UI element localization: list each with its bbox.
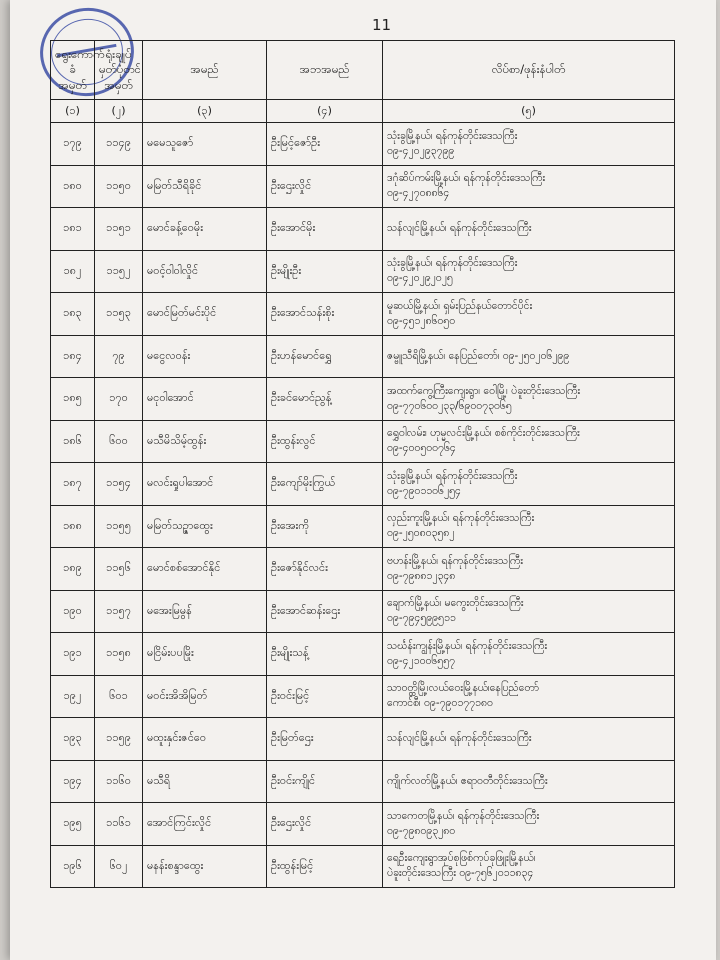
header-cell: ရွေးကောက်ခံ အမှတ် [51,41,95,100]
table-row [51,420,675,463]
address-phone-cell [383,250,675,293]
table-row [51,123,675,166]
father-name-cell: ဦးမျိုးဦး [267,250,383,293]
column-number-row [51,100,675,123]
address-text: သုံးခွမြို့နယ်၊ ရန်ကုန်တိုင်းဒေသကြီး [387,469,518,482]
address-text: သုံးခွမြို့နယ်၊ ရန်ကုန်တိုင်းဒေသကြီး [387,257,518,270]
phone-text: ပဲခူးတိုင်းဒေသကြီး ၀၉-၇၅၆၂၀၁၁၈၃၄ [387,867,534,880]
table-row [51,378,675,421]
serial-number-cell: ၁၈၀ [51,165,95,208]
column-number: (၃) [143,100,267,123]
father-name-cell: ဦးမျိုးသန့် [267,633,383,676]
address-text: ဗဟန်းမြို့နယ်၊ ရန်ကုန်တိုင်းဒေသကြီး [387,554,523,567]
serial-number-cell: ၁၈၄ [51,335,95,378]
serial-number-cell: ၁၈၉ [51,548,95,591]
father-name-cell: ဦးအောင်သန်းစိုး [267,293,383,336]
registration-number-cell: ၁၁၄၉ [95,123,143,166]
father-name-cell: ဦးဝင်းကျိုင် [267,760,383,803]
father-name-cell: ဦးမြတ်ဌေး [267,718,383,761]
address-text: သာဝတ္ထိမြို့၊လယ်ဝေးမြို့နယ်၊နေပြည်တော် [387,682,539,695]
name-cell: မမေသူဇော် [143,123,267,166]
registration-number-cell: ၁၁၆၀ [95,760,143,803]
name-cell: မလင်းရှုပါအောင် [143,463,267,506]
column-number: (၄) [267,100,383,123]
serial-number-cell: ၁၉၀ [51,590,95,633]
table-row [51,293,675,336]
phone-text: ၀၉-၄၀၀၅၀၀၇၆၄ [387,442,456,455]
registration-number-cell: ၇၉ [95,335,143,378]
father-name-cell: ဦးကျော်မိုးကြွယ် [267,463,383,506]
address-phone-cell [383,803,675,846]
header-cell: အမည် [143,41,267,100]
address-phone-cell [383,335,675,378]
serial-number-cell: ၁၈၅ [51,378,95,421]
name-cell: မမြတ်သဉ္ဇာထွေး [143,505,267,548]
serial-number-cell: ၁၉၂ [51,675,95,718]
address-phone-cell [383,675,675,718]
table-row [51,548,675,591]
phone-text: ၀၉-၄၂၀၂၉၂၀၂၅ [387,272,453,285]
table-row [51,505,675,548]
registration-number-cell: ၁၁၅၇ [95,590,143,633]
registration-number-cell: ၁၁၅၆ [95,548,143,591]
name-cell: မသီရိ [143,760,267,803]
registration-number-cell: ၁၇၀ [95,378,143,421]
address-phone-cell [383,463,675,506]
table-row [51,633,675,676]
phone-text: ၀၉-၇၉၄၅၉၉၅၁၁ [387,612,456,625]
table-header-row [51,41,675,100]
name-cell: မမြတ်သီရိခိုင် [143,165,267,208]
father-name-cell: ဦးဌေးလှိုင် [267,803,383,846]
serial-number-cell: ၁၉၄ [51,760,95,803]
table-row [51,675,675,718]
registration-number-cell: ၁၁၅၅ [95,505,143,548]
address-phone-cell [383,378,675,421]
column-number: (၁) [51,100,95,123]
registration-number-cell: ၁၁၅၁ [95,208,143,251]
name-cell: မသီမိသိမ့်ထွန်း [143,420,267,463]
registration-number-cell: ၁၁၅၂ [95,250,143,293]
address-phone-cell [383,760,675,803]
header-cell: လိပ်စာ/ဖုန်းနံပါတ် [383,41,675,100]
serial-number-cell: ၁၈၆ [51,420,95,463]
registration-number-cell: ၁၁၅၈ [95,633,143,676]
address-phone-cell [383,590,675,633]
name-cell: မငုဝါအောင် [143,378,267,421]
serial-number-cell: ၁၉၃ [51,718,95,761]
father-name-cell: ဦးဝင်းမြင့် [267,675,383,718]
table-row [51,165,675,208]
address-phone-cell [383,123,675,166]
address-text: သုံးခွမြို့နယ်၊ ရန်ကုန်တိုင်းဒေသကြီး [387,129,518,142]
father-name-cell: ဦးမြင့်ဇော်ဦး [267,123,383,166]
name-cell: မအေးမြမွန် [143,590,267,633]
page-number: 11 [372,16,392,34]
father-name-cell: ဦးထွန်းလွင် [267,420,383,463]
table-row [51,335,675,378]
father-name-cell: ဦးခင်မောင်ညွန့် [267,378,383,421]
serial-number-cell: ၁၈၈ [51,505,95,548]
name-cell: မနန်းစန္ဒာထွေး [143,845,267,888]
address-text: လှည်းကူးမြို့နယ်၊ ရန်ကုန်တိုင်းဒေသကြီး [387,512,535,525]
address-phone-cell [383,718,675,761]
father-name-cell: ဦးဌေးလှိုင် [267,165,383,208]
phone-text: ကောင်စီ၊ ၀၉-၇၉၀၁၇၇၁၈၀ [387,697,493,710]
phone-text: ၀၉-၇၇၀၆၀၀၂၃၃/၆၉၀၀၇၃၀၆၅ [387,399,512,412]
registration-number-cell: ၁၁၆၁ [95,803,143,846]
phone-text: ၀၉-၇၉၀၁၁၀၆၂၅၄ [387,484,461,497]
father-name-cell: ဦးအောင်မိုး [267,208,383,251]
address-phone-cell [383,420,675,463]
name-cell: မထူးနှင်းဇင်ဝေ [143,718,267,761]
member-list-table [50,40,675,888]
name-cell: အောင်ကြင်းလှိုင် [143,803,267,846]
table-row [51,760,675,803]
address-phone-cell [383,548,675,591]
serial-number-cell: ၁၉၅ [51,803,95,846]
address-text: ချောက်မြို့နယ်၊ မကွေးတိုင်းဒေသကြီး [387,597,524,610]
table-row [51,208,675,251]
table-body [51,123,675,888]
table-row [51,250,675,293]
name-cell: မောင်ခန့်ဝေမိုး [143,208,267,251]
address-text: သန်လျင်မြို့နယ်၊ ရန်ကုန်တိုင်းဒေသကြီး [387,732,532,745]
phone-text: ၀၉-၄၅၁၂၈၆၀၅၀ [387,314,456,327]
father-name-cell: ဦးဟန်မောင်ရွှေ [267,335,383,378]
address-phone-cell [383,633,675,676]
serial-number-cell: ၁၈၃ [51,293,95,336]
header-cell: အဘအမည် [267,41,383,100]
table-row [51,803,675,846]
address-phone-cell [383,165,675,208]
column-number: (၅) [383,100,675,123]
phone-text: ၀၉-၄၂၀၂၉၃၇၉၉ [387,144,455,157]
header-cell: ရုံးချုပ် မှတ်ပုံတင် အမှတ် [95,41,143,100]
serial-number-cell: ၁၉၁ [51,633,95,676]
address-text: ဇမ္ဗူသီရိမြို့နယ်၊ နေပြည်တော်၊ ၀၉-၂၅၀၂၀၆၂၉၉ [387,349,570,362]
address-phone-cell [383,505,675,548]
address-phone-cell [383,845,675,888]
phone-text: ၀၉-၇၉၈၈၁၂၃၄၈ [387,569,456,582]
registration-number-cell: ၁၁၅၉ [95,718,143,761]
phone-text: ၀၉-၂၅၀၈၀၃၅၈၂ [387,527,455,540]
address-text: အထက်ကွေ့ကြီးကျေးရွာ၊ ဝေါမြို့၊ ပဲခူးတိုင်းဒေသကြီး [387,384,581,397]
serial-number-cell: ၁၇၉ [51,123,95,166]
registration-number-cell: ၆၀၁ [95,675,143,718]
serial-number-cell: ၁၈၂ [51,250,95,293]
table-row [51,718,675,761]
registration-number-cell: ၆၀၂ [95,845,143,888]
name-cell: မဝင်းအိအိမြတ် [143,675,267,718]
father-name-cell: ဦးအေးကို [267,505,383,548]
table-row [51,463,675,506]
serial-number-cell: ၁၈၁ [51,208,95,251]
registration-number-cell: ၁၁၅၀ [95,165,143,208]
serial-number-cell: ၁၈၇ [51,463,95,506]
phone-text: ၀၉-၇၉၈၀၉၃၂၈၀ [387,824,456,837]
address-text: ကျိုက်လတ်မြို့နယ်၊ ဧရာဝတီတိုင်းဒေသကြီး [387,774,548,787]
address-text: သင်္ဃန်းကျွန်းမြို့နယ်၊ ရန်ကုန်တိုင်းဒေသကြီး [387,639,548,652]
address-text: ဒဂုံဆိပ်ကမ်းမြို့နယ်၊ ရန်ကုန်တိုင်းဒေသကြီး [387,172,546,185]
address-text: ရေဦးကျေးရွာအုပ်စုဖြစ်ကုပ်ခုဖြူးမြို့နယ်၊ [387,852,536,865]
table-row [51,845,675,888]
table-row [51,590,675,633]
phone-text: ၀၉-၄၂၁၀၀၆၅၅၇ [387,654,456,667]
registration-number-cell: ၁၁၅၄ [95,463,143,506]
name-cell: မဝင့်ဝါဝါလှိုင် [143,250,267,293]
father-name-cell: ဦးဇော်နိုင်လင်း [267,548,383,591]
column-number: (၂) [95,100,143,123]
address-text: မူဆယ်မြို့နယ်၊ ရှမ်းပြည်နယ်တောင်ပိုင်း [387,299,533,312]
name-cell: မငြိမ်းပပမြိုး [143,633,267,676]
name-cell: မောင်မြတ်မင်းပိုင် [143,293,267,336]
address-text: သာကေတမြို့နယ်၊ ရန်ကုန်တိုင်းဒေသကြီး [387,809,540,822]
phone-text: ၀၉-၄၂၇၀၈၈၆၄ [387,187,450,200]
name-cell: မငွေလဝန်း [143,335,267,378]
address-text: သန်လျင်မြို့နယ်၊ ရန်ကုန်တိုင်းဒေသကြီး [387,222,532,235]
serial-number-cell: ၁၉၆ [51,845,95,888]
address-phone-cell [383,293,675,336]
father-name-cell: ဦးအောင်ဆန်းဌေး [267,590,383,633]
address-text: ရွှေဝါလမ်း၊ ဟုမ္မလင်းမြို့နယ်၊ စစ်ကိုင်းတိုင်းဒေသကြီး [387,427,580,440]
registration-number-cell: ၁၁၅၃ [95,293,143,336]
address-phone-cell [383,208,675,251]
name-cell: မောင်စစ်အောင်နိုင် [143,548,267,591]
registration-number-cell: ၆၀၀ [95,420,143,463]
father-name-cell: ဦးထွန်းမြင့် [267,845,383,888]
